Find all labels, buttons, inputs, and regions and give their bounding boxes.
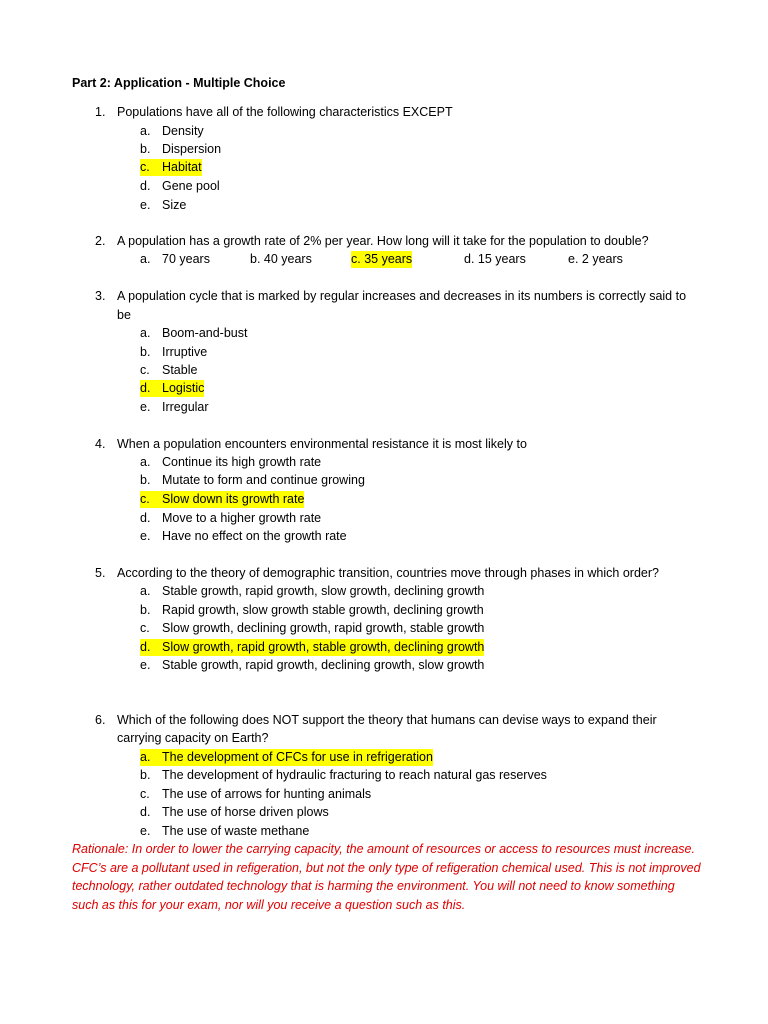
q2-option-a-letter: a.	[140, 252, 151, 266]
q1-option-b-letter: b.	[140, 142, 151, 156]
q5-option-e-letter: e.	[140, 658, 151, 672]
q5-option-d-text-highlighted: Slow growth, rapid growth, stable growth, declining growth	[162, 640, 485, 654]
q2-option-e: e. 2 years	[568, 252, 623, 266]
q6-option-e-letter: e.	[140, 824, 151, 838]
q1-option-c-text-highlighted: Habitat	[162, 160, 202, 174]
q1-option-d-text: Gene pool	[162, 179, 220, 193]
q3-option-c-text: Stable	[162, 363, 198, 377]
question-1-number: 1.	[95, 105, 106, 119]
q3-option-b-letter: b.	[140, 345, 151, 359]
q4-option-a-text: Continue its high growth rate	[162, 455, 322, 469]
q5-option-a-text: Stable growth, rapid growth, slow growth, declining growth	[162, 584, 485, 598]
q5-option-c-letter: c.	[140, 621, 150, 635]
q2-option-d: d. 15 years	[464, 252, 526, 266]
q6-option-d-text: The use of horse driven plows	[162, 805, 329, 819]
question-5-text: According to the theory of demographic transition, countries move through phases in which order?	[117, 566, 659, 580]
question-3-text-line1: A population cycle that is marked by regular increases and decreases in its numbers is correctly said to	[117, 289, 687, 303]
question-6-number: 6.	[95, 713, 106, 727]
q4-option-e-text: Have no effect on the growth rate	[162, 529, 347, 543]
q3-option-a-letter: a.	[140, 326, 151, 340]
q6-option-a-letter: a.	[140, 749, 162, 766]
q5-option-e-text: Stable growth, rapid growth, declining growth, slow growth	[162, 658, 485, 672]
question-3-number: 3.	[95, 289, 106, 303]
q1-option-e-text: Size	[162, 198, 187, 212]
q4-option-a-letter: a.	[140, 455, 151, 469]
q4-option-d-text: Move to a higher growth rate	[162, 511, 322, 525]
q4-option-b-text: Mutate to form and continue growing	[162, 473, 365, 487]
q2-option-c-highlighted: c. 35 years	[351, 252, 413, 266]
question-3-text-line2: be	[117, 308, 131, 322]
section-title: Part 2: Application - Multiple Choice	[72, 76, 286, 90]
q1-option-d-letter: d.	[140, 179, 151, 193]
q6-option-c-text: The use of arrows for hunting animals	[162, 787, 372, 801]
q1-option-e-letter: e.	[140, 198, 151, 212]
q4-option-b-letter: b.	[140, 473, 151, 487]
q3-option-d-text-highlighted: Logistic	[162, 381, 205, 395]
q6-option-c-letter: c.	[140, 787, 150, 801]
question-1-text: Populations have all of the following characteristics EXCEPT	[117, 105, 453, 119]
question-6-text-line1: Which of the following does NOT support the theory that humans can devise ways to expand their	[117, 713, 657, 727]
q2-option-a-text: 70 years	[162, 252, 210, 266]
question-5-number: 5.	[95, 566, 106, 580]
q4-option-c-text-highlighted: Slow down its growth rate	[162, 492, 305, 506]
q5-option-d-letter: d.	[140, 639, 162, 656]
question-4-text: When a population encounters environmental resistance it is most likely to	[117, 437, 527, 451]
q5-option-b-text: Rapid growth, slow growth stable growth, declining growth	[162, 603, 484, 617]
q1-option-a-letter: a.	[140, 124, 151, 138]
q4-option-d-letter: d.	[140, 511, 151, 525]
q3-option-d-letter: d.	[140, 380, 162, 397]
q3-option-c-letter: c.	[140, 363, 150, 377]
q2-option-b: b. 40 years	[250, 252, 312, 266]
q6-option-b-text: The development of hydraulic fracturing to reach natural gas reserves	[162, 768, 547, 782]
q1-option-b-text: Dispersion	[162, 142, 222, 156]
question-2-text: A population has a growth rate of 2% per year. How long will it take for the population to double?	[117, 234, 649, 248]
q5-option-b-letter: b.	[140, 603, 151, 617]
q1-option-a-text: Density	[162, 124, 204, 138]
rationale-paragraph: Rationale: In order to lower the carrying capacity, the amount of resources or access to resources must increase. CFC’s are a pollutant used in refigeration, but not the only type of refigeration chemical used. This is not improved technology, rather outdated technology that is harming the environment. You will not need to know something such as this for your exam, nor will you receive a question such as this.	[72, 842, 701, 912]
q6-option-a-text-highlighted: The development of CFCs for use in refrigeration	[162, 750, 433, 764]
q5-option-a-letter: a.	[140, 584, 151, 598]
q6-option-d-letter: d.	[140, 805, 151, 819]
q6-option-b-letter: b.	[140, 768, 151, 782]
q3-option-b-text: Irruptive	[162, 345, 208, 359]
question-6-text-line2: carrying capacity on Earth?	[117, 731, 269, 745]
q4-option-c-letter: c.	[140, 491, 162, 508]
q4-option-e-letter: e.	[140, 529, 151, 543]
q5-option-c-text: Slow growth, declining growth, rapid growth, stable growth	[162, 621, 485, 635]
q3-option-e-letter: e.	[140, 400, 151, 414]
q1-option-c-letter: c.	[140, 159, 162, 176]
q6-option-e-text: The use of waste methane	[162, 824, 310, 838]
question-4-number: 4.	[95, 437, 106, 451]
q3-option-e-text: Irregular	[162, 400, 209, 414]
question-2-number: 2.	[95, 234, 106, 248]
q3-option-a-text: Boom-and-bust	[162, 326, 248, 340]
